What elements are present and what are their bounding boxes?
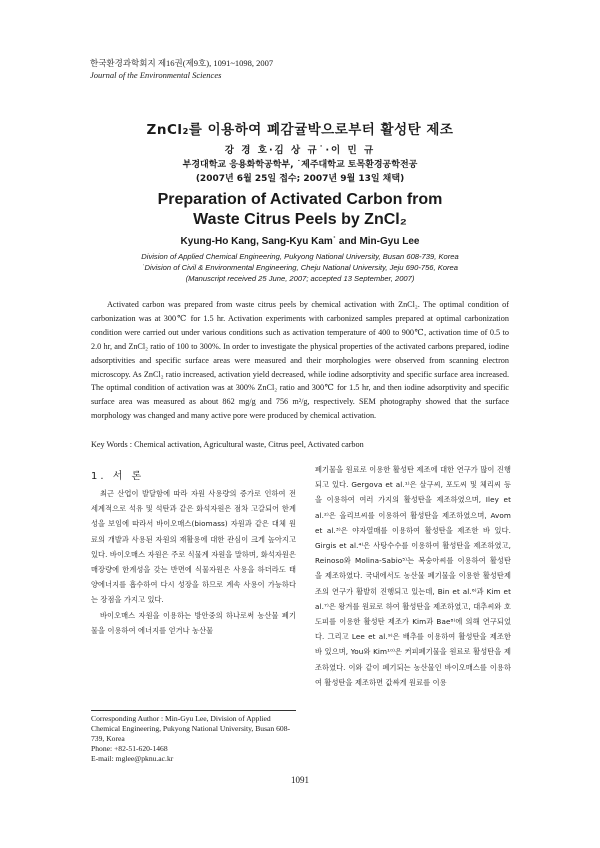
journal-header — [90, 57, 273, 81]
corresponding-author-footnote — [91, 710, 296, 764]
left-column — [91, 462, 296, 638]
authors-korean: 강 경 호·김 상 규˙·이 민 규 — [224, 145, 376, 156]
title-english — [0, 190, 600, 230]
intro-paragraph-2: 바이오매스 자원을 이용하는 방안중의 하나로써 농산물 폐기물을 이용하여 에너지를 얻거나 농산물 — [91, 610, 296, 635]
footnote-email: E-mail: mglee@pknu.ac.kr — [91, 754, 174, 763]
affiliation-english-1: Division of Applied Chemical Engineering, Pukyong National University, Busan 608-739, Korea — [141, 252, 459, 261]
footnote-author: Corresponding Author : Min-Gyu Lee, Division of Applied Chemical Engineering, Pukyong National University, Busan 608-739, Korea — [91, 714, 291, 743]
page-number: 1091 — [291, 775, 309, 785]
right-column — [315, 462, 511, 690]
abstract: Activated carbon was prepared from waste citrus peels by chemical activation with ZnCl₂. The optimal condition of carbonization was at 300℃ for 1.5 hr. Activation experiments with carbonized samples prepared at optimal carbonization condition were carried out under various conditions such as activation temperature of 400 to 900℃, activation time of 0.5 to 2.0 hr, and ZnCl₂ ratio of 100 to 300%. In order to investigate the physical properties of the activated carbons prepared, iodine adsorptivities and specific surface areas were measured and their morphologies were observed from scanning electron microscopy. As ZnCl₂ ratio increased, activation yield decreased, while iodine adsorptivity and specific surface area increased. The optimal condition of activation was at 300% ZnCl₂ ratio and 300℃ for 1.5 hr, and then iodine adsorptivity and specific surface area was measured as about 862 mg/g and 756 m²/g, respectively. SEM photography showed that the surface morphology was changed and many active pore were produced by chemical activation. — [91, 300, 509, 421]
affiliation-english-2: ˙Division of Civil & Environmental Engineering, Cheju National University, Jeju 690-756, Korea — [142, 263, 458, 272]
dates-korean: (2007년 6월 25일 접수; 2007년 9월 13일 채택) — [195, 174, 405, 184]
journal-name-english: Journal of the Environmental Sciences — [90, 70, 222, 80]
title-korean: ZnCl₂를 이용하여 폐감귤박으로부터 활성탄 제조 — [146, 122, 454, 138]
intro-paragraph-continued: 폐기물을 원료로 이용한 활성탄 제조에 대한 연구가 많이 진행되고 있다. Gergova et al.¹⁾은 살구씨, 포도씨 및 체리씨 등을 이용하여 여러 가지의 활성탄을 제조하였으며, Iley et al.²⁾은 올리브씨를 이용하여 활성탄을 제조하였으며, Avom et al.³⁾은 야자열매를 이용하여 활성탄을 제조한 바 있다. Girgis et al.⁴⁾은 사탕수수를 이용하여 활성탄을 제조하였고, Reinoso와 Molina-Sabio⁵⁾는 복숭아씨를 이용하여 활성탄을 제조하였다. 국내에서도 농산물 폐기물을 이용한 활성탄제조의 연구가 활발히 진행되고 있는데, Bin et al.⁶⁾과 Kim et al.⁷⁾은 왕겨를 원료로 하여 활성탄을 제조하였고, 대추씨와 호도피를 이용한 활성탄 제조가 Kim과 Bae⁸⁾에 의해 연구되었다. 그리고 Lee et al.⁹⁾은 배추를 이용하여 활성탄을 제조한 바 있으며, You와 Kim¹⁰⁾은 커피폐기물을 원료로 활성탄을 제조하였다. 이와 같이 폐기되는 농산물인 바이오매스를 이용하여 활성탄을 제조하면 값싸게 원료를 이용 — [315, 465, 511, 687]
intro-paragraph-1: 최근 산업이 발달함에 따라 자원 사용량의 증가로 인하여 전 세계적으로 석유 및 석탄과 같은 화석자원은 점차 고갈되어 한계성을 보임에 따라서 바이오매스(biomass) 자원과 같은 대체 원료의 개발과 사용된 자원의 재활용에 대한 관심이 크게 높아지고 있다. 바이오매스 자원은 주로 식물계 자원을 말하며, 화석자원은 매장량에 한계성을 갖는 반면에 식물자원은 사용을 하더라도 태양에너지를 흡수하여 다시 성장을 하므로 계속 사용이 가능하다는 장점을 가지고 있다. — [91, 489, 296, 605]
journal-name-korean: 한국환경과학회지 제16권(제9호), 1091~1098, 2007 — [90, 58, 274, 68]
title-english-line1: Preparation of Activated Carbon from — [157, 191, 443, 208]
keywords: Key Words : Chemical activation, Agricultural waste, Citrus peel, Activated carbon — [91, 440, 364, 449]
authors-english: Kyung-Ho Kang, Sang-Kyu Kam˙ and Min-Gyu Lee — [180, 236, 420, 247]
affiliation-english — [0, 251, 600, 284]
title-english-line2: Waste Citrus Peels by ZnCl₂ — [193, 211, 407, 228]
manuscript-dates: (Manuscript received 25 June, 2007; accepted 13 September, 2007) — [185, 274, 415, 283]
affiliation-korean: 부경대학교 응용화학공학부, ˙제주대학교 토목환경공학전공 — [182, 160, 418, 170]
section-heading-introduction: 1. 서 론 — [91, 471, 145, 482]
footnote-phone: Phone: +82-51-620-1468 — [91, 744, 168, 753]
